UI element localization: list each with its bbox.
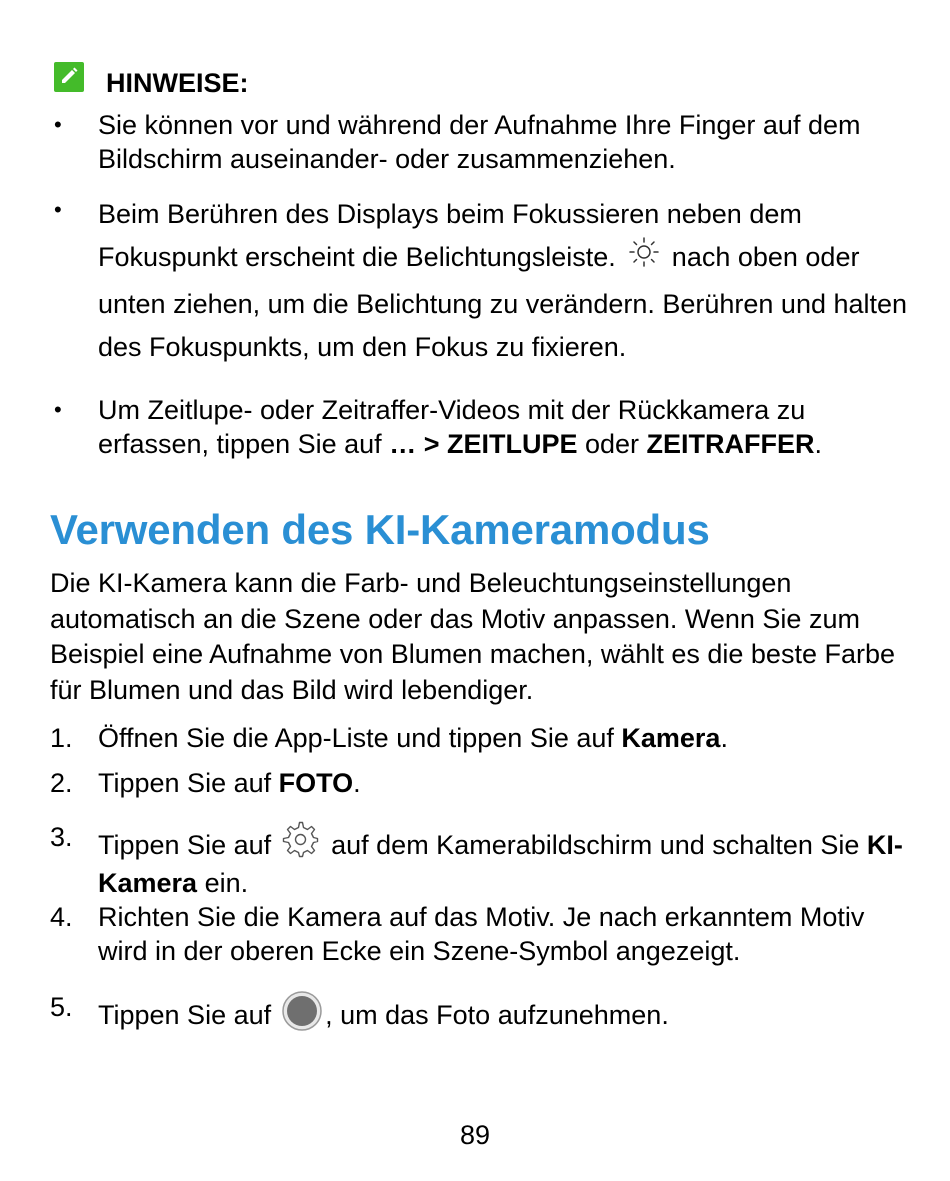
step-text: Richten Sie die Kamera auf das Motiv. Je nach erkanntem Motiv wird in der oberen Ecke ein Szene-Symbol angezeigt.	[98, 902, 865, 966]
step-number: 5.	[50, 992, 73, 1022]
bullet-marker: •	[54, 197, 62, 222]
list-item	[54, 108, 914, 176]
step-item	[50, 721, 910, 755]
page-number: 89	[459, 1120, 491, 1150]
step-text-end: .	[353, 768, 361, 798]
step-text: Tippen Sie auf	[98, 1000, 272, 1030]
mode-foto: FOTO	[278, 768, 354, 798]
step-number: 3.	[50, 822, 73, 852]
bullet-text-cont: nach oben oder unten ziehen, um die Belichtung zu verändern. Berühren und halten des Fokuspunkts, um den Fokus zu fixieren.	[98, 242, 908, 362]
section-heading: Verwenden des KI-Kameramodus	[50, 506, 710, 553]
step-text: Tippen Sie auf	[98, 830, 272, 860]
step-text-end: , um das Foto aufzunehmen.	[325, 1000, 669, 1030]
step-number: 1.	[50, 723, 73, 753]
bullet-text: Um Zeitlupe- oder Zeitraffer-Videos mit der Rückkamera zu erfassen, tippen Sie auf	[98, 395, 806, 459]
sun-icon	[626, 236, 662, 283]
step-text: Tippen Sie auf	[98, 768, 279, 798]
step-item	[50, 990, 910, 1036]
bullet-text: Beim Berühren des Displays beim Fokussieren neben dem Fokuspunkt erscheint die Belichtungsleiste.	[98, 199, 802, 272]
list-item	[54, 193, 914, 369]
gear-icon	[281, 820, 321, 866]
intro-paragraph: Die KI-Kamera kann die Farb- und Beleuchtungseinstellungen automatisch an die Szene oder das Motiv anpassen. Wenn Sie zum Beispiel eine Aufnahme von Blumen machen, wählt es die beste Farbe für Blumen und das Bild wird lebendiger.	[50, 568, 896, 705]
step-text: Öffnen Sie die App-Liste und tippen Sie auf	[98, 723, 622, 753]
setting-ki-kamera: KI-Kamera	[98, 830, 903, 898]
step-item	[50, 900, 910, 968]
bullet-text-mid: oder	[577, 429, 647, 459]
note-title: HINWEISE:	[106, 68, 249, 98]
pencil-icon	[54, 62, 84, 92]
app-name-kamera: Kamera	[621, 723, 721, 753]
step-number: 2.	[50, 768, 73, 798]
step-text-end: ein.	[197, 868, 249, 898]
step-item	[50, 766, 910, 800]
bullet-marker: •	[54, 397, 62, 422]
step-number: 4.	[50, 902, 73, 932]
step-item	[50, 820, 910, 900]
menu-item-zeitraffer: ZEITRAFFER	[646, 429, 815, 459]
menu-path-zeitlupe: … > ZEITLUPE	[389, 429, 578, 459]
bullet-text-end: .	[814, 429, 823, 459]
bullet-text: Sie können vor und während der Aufnahme Ihre Finger auf dem Bildschirm auseinander- oder zusammenziehen.	[98, 110, 861, 174]
step-text-end: .	[720, 723, 728, 753]
note-header	[54, 54, 249, 99]
shutter-icon	[281, 990, 323, 1036]
list-item	[54, 393, 914, 461]
bullet-marker: •	[54, 112, 62, 137]
step-text-mid: auf dem Kamerabildschirm und schalten Sie	[331, 830, 867, 860]
